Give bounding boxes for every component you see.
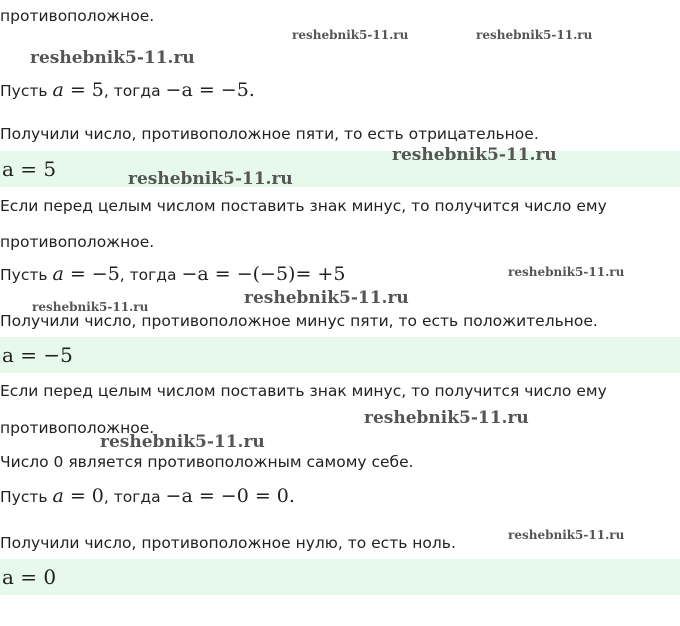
- watermark: reshebnik5-11.ru: [100, 432, 265, 452]
- answer-band-3: [0, 559, 680, 595]
- result-line-1: Получили число, противоположное пяти, то есть отрицательное.: [0, 125, 539, 143]
- watermark: reshebnik5-11.ru: [508, 265, 625, 279]
- rule-line-2: противоположное.: [0, 419, 155, 437]
- then-word: , тогда: [103, 82, 166, 100]
- math-expression: a = 0: [52, 485, 104, 507]
- watermark: reshebnik5-11.ru: [292, 28, 409, 42]
- watermark: reshebnik5-11.ru: [508, 528, 625, 542]
- watermark: reshebnik5-11.ru: [30, 48, 195, 68]
- rule-line-1: Если перед целым числом поставить знак минус, то получится число ему: [0, 197, 607, 215]
- let-line-1: [0, 80, 255, 101]
- answer-value: a = −5: [2, 343, 73, 367]
- let-word: Пусть: [0, 266, 48, 284]
- text-line-opposite: противоположное.: [0, 7, 155, 25]
- answer-band-2: [0, 337, 680, 373]
- let-line-3: [0, 486, 295, 507]
- answer-value: a = 0: [2, 565, 57, 589]
- zero-rule-line: Число 0 является противоположным самому себе.: [0, 453, 414, 471]
- let-word: Пусть: [0, 82, 48, 100]
- let-word: Пусть: [0, 488, 48, 506]
- math-expression: a = 5: [52, 79, 104, 101]
- watermark: reshebnik5-11.ru: [476, 28, 593, 42]
- let-line-2: [0, 264, 345, 285]
- math-expression: −a = −0 = 0.: [165, 485, 295, 507]
- then-word: , тогда: [119, 266, 182, 284]
- math-expression: −a = −5.: [165, 79, 255, 101]
- watermark: reshebnik5-11.ru: [364, 408, 529, 428]
- then-word: , тогда: [103, 488, 166, 506]
- math-expression: a = −5: [52, 263, 120, 285]
- result-line-3: Получили число, противоположное нулю, то есть ноль.: [0, 534, 456, 552]
- answer-value: a = 5: [2, 157, 57, 181]
- math-expression: −a = −(−5)= +5: [181, 263, 346, 285]
- watermark: reshebnik5-11.ru: [392, 145, 557, 165]
- rule-line-1: Если перед целым числом поставить знак минус, то получится число ему: [0, 382, 607, 400]
- answer-band-1: [0, 151, 680, 187]
- rule-line-2: противоположное.: [0, 233, 155, 251]
- result-line-2: Получили число, противоположное минус пяти, то есть положительное.: [0, 312, 598, 330]
- watermark: reshebnik5-11.ru: [244, 288, 409, 308]
- watermark: reshebnik5-11.ru: [128, 169, 293, 189]
- watermark: reshebnik5-11.ru: [32, 300, 149, 314]
